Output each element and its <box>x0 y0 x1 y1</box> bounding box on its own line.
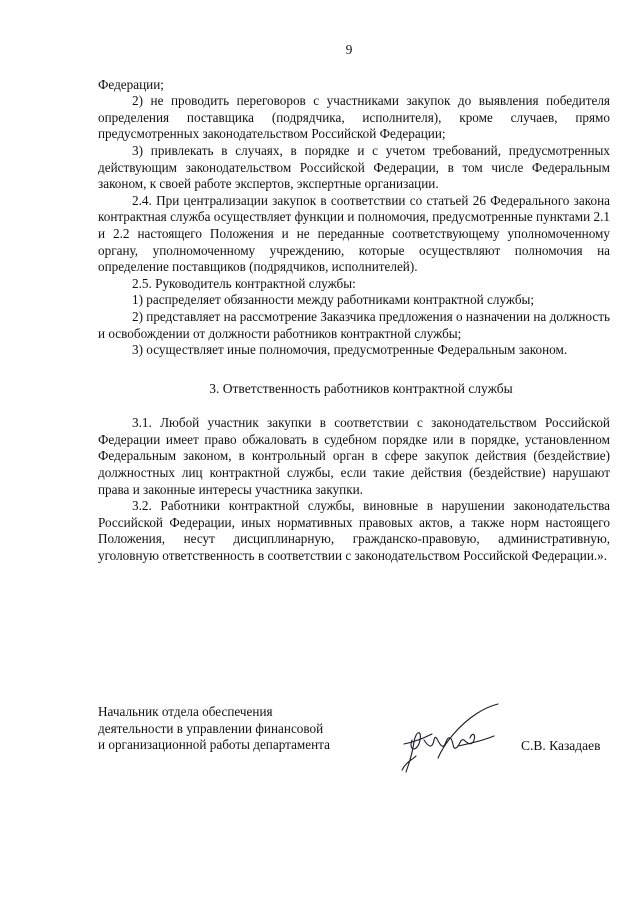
paragraph-2-5-3: 3) осуществляет иные полномочия, предусмотренные Федеральным законом. <box>132 342 568 358</box>
handwritten-signature <box>398 700 508 778</box>
body-text-top <box>98 77 610 359</box>
paragraph-1: Федерации; <box>98 76 164 92</box>
signatory-title-line: Начальник отдела обеспечения <box>98 704 273 719</box>
signature-block <box>98 704 610 754</box>
paragraph-2: 2) не проводить переговоров с участниками закупок до выявления победителя определения поставщика (подрядчика, исполнителя), кроме случаев, прямо предусмотренных законодательством Российской Федерации; <box>98 93 610 142</box>
signatory-name: С.В. Казадаев <box>521 738 601 753</box>
paragraph-2-5-1: 1) распределяет обязанности между работниками контрактной службы; <box>132 292 535 308</box>
signatory-title-line: и организационной работы департамента <box>98 737 330 753</box>
signatory-title-line: деятельности в управлении финансовой <box>98 720 324 736</box>
page-number: 9 <box>345 42 353 57</box>
paragraph-2-4: 2.4. При централизации закупок в соответствии со статьей 26 Федерального закона контрактная служба осуществляет функции и полномочия, предусмотренные пунктами 2.1 и 2.2 настоящего Положения и не переданные соответствующему уполномоченному органу, уполномоченному учреждению, которые осуществляют полномочия на определение поставщиков (подрядчиков, исполнителей). <box>98 192 610 275</box>
paragraph-2-5: 2.5. Руководитель контрактной службы: <box>132 275 356 291</box>
paragraph-3-1: 3.1. Любой участник закупки в соответствии с законодательством Российской Федерации имеет право обжаловать в судебном порядке или в порядке, установленном Федеральным законом, в контрольный орган в сфере закупок действия (бездействие) должностных лиц контрактной службы, если такие действия (бездействие) нарушают права и законные интересы участника закупки. <box>98 415 610 497</box>
section-heading: 3. Ответственность работников контрактной службы <box>209 380 513 396</box>
paragraph-3: 3) привлекать в случаях, в порядке и с учетом требований, предусмотренных действующим законодательством Российской Федерации, в том числе Федеральным законом, к своей работе экспертов, экспертные организации. <box>98 142 610 192</box>
paragraph-3-2: 3.2. Работники контрактной службы, виновные в нарушении законодательства Российской Федерации, иных нормативных правовых актов, а также норм настоящего Положения, несут дисциплинарную, гражданско-правовую, административную, уголовную ответственность в соответствии с законодательством Российской Федерации.». <box>98 498 610 564</box>
paragraph-2-5-2: 2) представляет на рассмотрение Заказчика предложения о назначении на должность и освобождении от должности работников контрактной службы; <box>98 308 610 341</box>
body-text-section <box>98 415 610 564</box>
